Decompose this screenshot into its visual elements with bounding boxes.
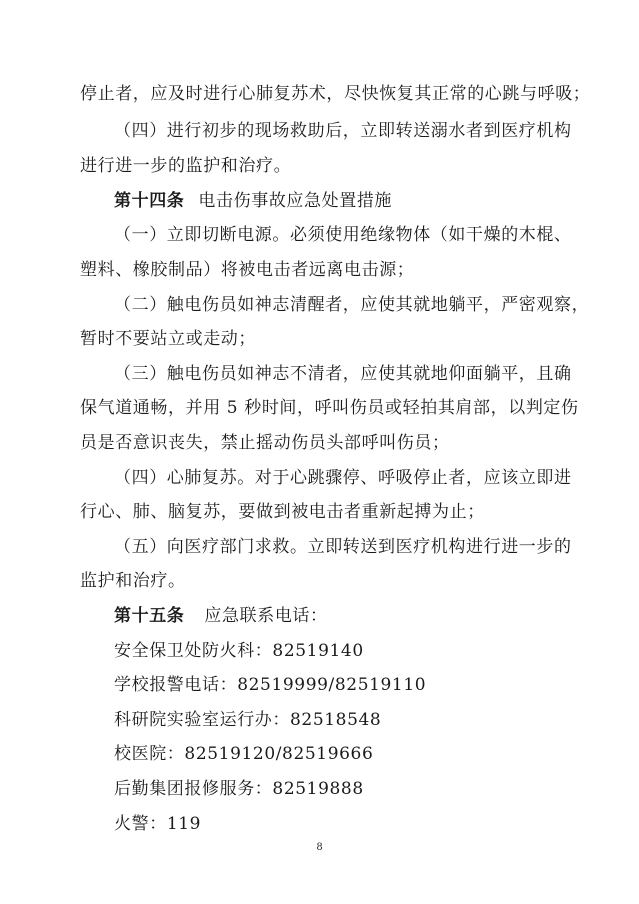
shock-item-2-line-1: （二）触电伤员如神志清醒者，应使其就地躺平，严密观察， xyxy=(114,295,590,315)
shock-item-5-line-1: （五）向医疗部门求救。立即转送到医疗机构进行进一步的 xyxy=(114,537,572,557)
contact-line xyxy=(114,813,609,835)
contact-line xyxy=(114,743,609,765)
shock-item-2-line-2: 暂时不要站立或走动； xyxy=(80,329,256,349)
contact-phone: 82519999/82519110 xyxy=(237,675,427,695)
article-14-title: 电击伤事故应急处置措施 xyxy=(198,191,393,211)
contact-name: 科研院实验室运行办： xyxy=(114,710,290,730)
shock-item-4-line-2: 行心、肺、脑复苏，要做到被电击者重新起搏为止； xyxy=(80,502,485,522)
shock-item-3-line-1: （三）触电伤员如神志不清者，应使其就地仰面躺平，且确 xyxy=(114,364,572,384)
drowning-item-4-line-1: （四）进行初步的现场救助后，立即转送溺水者到医疗机构 xyxy=(114,121,572,141)
article-14-heading xyxy=(114,190,609,212)
contact-name: 后勤集团报修服务： xyxy=(114,779,273,799)
shock-item-1-line-2: 塑料、橡胶制品）将被电击者远离电击源； xyxy=(80,260,415,280)
shock-item-4-line-1: （四）心肺复苏。对于心跳骤停、呼吸停止者，应该立即进 xyxy=(114,468,572,488)
contact-phone: 82519888 xyxy=(272,779,364,799)
contact-line xyxy=(114,709,609,731)
contact-name: 安全保卫处防火科： xyxy=(114,641,273,661)
contact-line xyxy=(114,778,609,800)
continued-paragraph-line: 停止者，应及时进行心肺复苏术，尽快恢复其正常的心跳与呼吸； xyxy=(80,84,591,104)
contact-line xyxy=(114,640,609,662)
contact-name: 学校报警电话： xyxy=(114,675,238,695)
article-15-title: 应急联系电话： xyxy=(204,606,328,626)
article-15-heading xyxy=(114,605,609,627)
contact-line xyxy=(114,674,609,696)
contact-phone: 82519120/82519666 xyxy=(184,744,374,764)
article-14-label: 第十四条 xyxy=(114,191,185,211)
page-number: 8 xyxy=(316,842,323,853)
shock-item-3-line-3: 员是否意识丧失，禁止摇动伤员头部呼叫伤员； xyxy=(80,433,450,453)
contact-name: 校医院： xyxy=(114,744,185,764)
article-15-label: 第十五条 xyxy=(114,606,185,626)
contact-name: 火警： xyxy=(114,814,167,834)
drowning-item-4-line-2: 进行进一步的监护和治疗。 xyxy=(80,156,292,176)
shock-item-5-line-2: 监护和治疗。 xyxy=(80,571,186,591)
contact-phone: 82518548 xyxy=(290,710,382,730)
shock-item-1-line-1: （一）立即切断电源。必须使用绝缘物体（如干燥的木棍、 xyxy=(114,225,572,245)
shock-item-3-line-2: 保气道通畅，并用 5 秒时间，呼叫伤员或轻拍其肩部，以判定伤 xyxy=(80,398,579,418)
contact-phone: 119 xyxy=(166,814,202,834)
contact-phone: 82519140 xyxy=(272,641,364,661)
